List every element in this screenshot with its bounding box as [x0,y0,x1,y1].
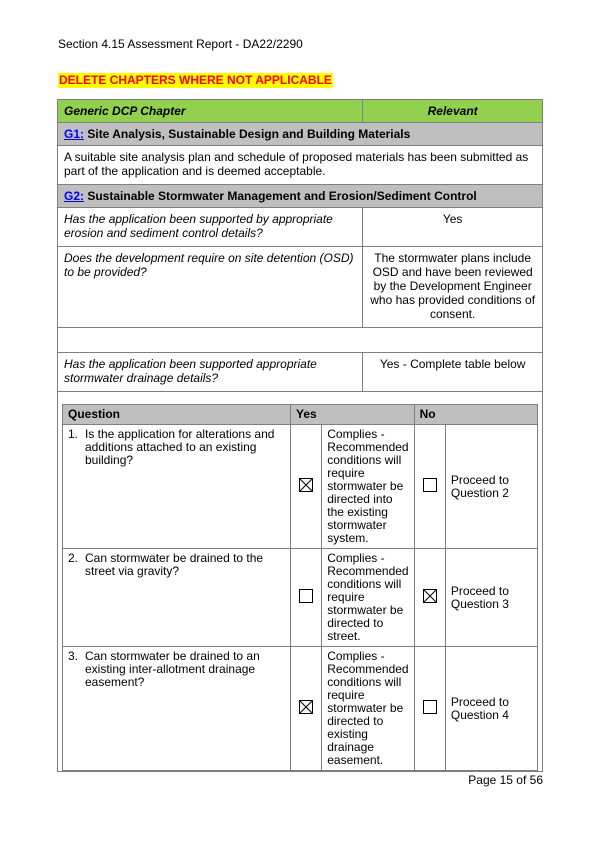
row-answer: Yes [363,208,543,247]
question-text-cell [63,549,291,647]
col-header-relevant: Relevant [363,100,543,123]
question-number: 2. [68,551,79,565]
question-text: Can stormwater be drained to the street via gravity? [85,551,264,578]
yes-checkbox-unchecked[interactable] [299,589,313,603]
blank-row [58,328,543,353]
g2-link[interactable]: G2: [64,189,85,203]
section-g1-heading [58,123,543,146]
question-row [63,549,538,647]
no-checkbox-checked[interactable] [423,589,437,603]
row-question: Has the application been supported by appropriate erosion and sediment control details? [58,208,363,247]
yes-text: Complies - Recommended conditions will require stormwater be directed into the existing stormwater system. [322,425,414,549]
question-number: 3. [68,649,79,663]
yes-text: Complies - Recommended conditions will require stormwater be directed to existing drainage easement. [322,647,414,771]
row-answer: Yes - Complete table below [363,353,543,392]
col-header-chapter: Generic DCP Chapter [58,100,363,123]
no-checkbox-cell [414,549,445,647]
no-checkbox-unchecked[interactable] [423,478,437,492]
yes-checkbox-cell [290,549,321,647]
stormwater-question-table [62,404,538,771]
yes-checkbox-cell [290,647,321,771]
yes-checkbox-checked[interactable] [299,478,313,492]
section-g2-heading [58,185,543,208]
question-number: 1. [68,427,79,441]
stormwater-table-container [58,392,543,772]
question-row [63,425,538,549]
question-text: Can stormwater be drained to an existing inter-allotment drainage easement? [85,649,260,689]
row-question: Has the application been supported appropriate stormwater drainage details? [58,353,363,392]
question-text: Is the application for alterations and additions attached to an existing building? [85,427,275,467]
no-text: Proceed to Question 2 [445,425,537,549]
yes-text: Complies - Recommended conditions will require stormwater be directed to street. [322,549,414,647]
question-text-cell [63,647,291,771]
yes-checkbox-cell [290,425,321,549]
question-row [63,647,538,771]
no-checkbox-unchecked[interactable] [423,700,437,714]
no-text: Proceed to Question 3 [445,549,537,647]
g1-link[interactable]: G1: [64,127,85,141]
g1-text: A suitable site analysis plan and schedule of proposed materials has been submitted as part of the application and is deemed acceptable. [58,146,543,185]
no-checkbox-cell [414,647,445,771]
question-text-cell [63,425,291,549]
header-no: No [414,405,537,425]
g2-title: Sustainable Stormwater Management and Erosion/Sediment Control [84,189,477,203]
report-header: Section 4.15 Assessment Report - DA22/2290 [58,37,303,51]
dcp-chapter-table [57,99,543,772]
g1-title: Site Analysis, Sustainable Design and Building Materials [84,127,411,141]
delete-chapters-note: DELETE CHAPTERS WHERE NOT APPLICABLE [59,73,332,87]
row-question: Does the development require on site detention (OSD) to be provided? [58,247,363,328]
yes-checkbox-checked[interactable] [299,700,313,714]
page-number: Page 15 of 56 [468,773,543,787]
header-yes: Yes [290,405,414,425]
no-text: Proceed to Question 4 [445,647,537,771]
row-answer: The stormwater plans include OSD and have been reviewed by the Development Engineer who has provided conditions of consent. [363,247,543,328]
no-checkbox-cell [414,425,445,549]
header-question: Question [63,405,291,425]
